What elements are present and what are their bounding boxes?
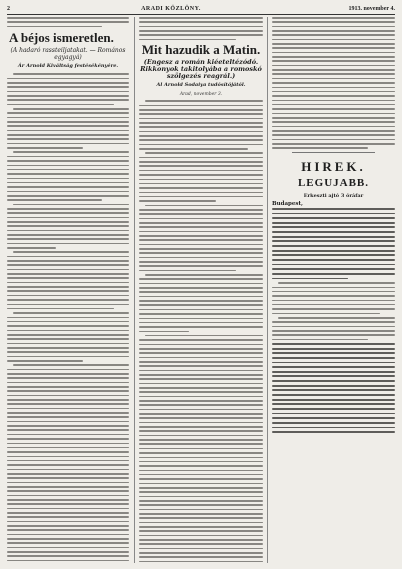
column-2 (139, 17, 263, 563)
article-text (139, 17, 263, 40)
article-text (7, 17, 129, 27)
article-dateline: Arad, november 3. (179, 92, 223, 98)
section-rule (292, 152, 375, 153)
telegram-note: Erkeszti ajtó 3 óráfar (303, 192, 364, 199)
article-text (139, 100, 263, 563)
issue-date: 1913. november 4. (348, 6, 395, 12)
article-subtitle: (A hadaró rassteiljatakat. — Romános egyagyá) (10, 47, 126, 62)
section-heading-legujabb: LEGUJABB. (297, 176, 370, 189)
column-1 (7, 17, 129, 563)
article-text (272, 17, 395, 149)
article-subtitle: (Engesz a román kiéeteltézódó. Rikkonyok takitolyába a romoskó szölgezés reagrál.) (140, 58, 262, 81)
paper-name: ARADI KÖZLÖNY. (141, 6, 201, 12)
article-text (272, 343, 395, 433)
dateline-budapest: Budapest, (272, 200, 303, 207)
article-title: Mit hazudik a Matin. (141, 42, 261, 58)
header-rule (7, 14, 395, 15)
article-text (272, 208, 395, 280)
article-byline: Al Arnold Sodaiya tudósítójától. (156, 82, 246, 89)
section-heading-hirek: HIREK. (301, 158, 366, 174)
page-number: 2 (7, 6, 10, 12)
page-header (7, 4, 395, 14)
article-text (7, 73, 129, 563)
article-title: A béjos ismeretlen. (9, 30, 114, 46)
article-byline: Ár Arnold Kiváltság festésékényére. (17, 63, 119, 70)
column-3 (272, 17, 395, 563)
article-text (272, 282, 395, 340)
column-divider (267, 17, 268, 563)
column-divider (134, 17, 135, 563)
